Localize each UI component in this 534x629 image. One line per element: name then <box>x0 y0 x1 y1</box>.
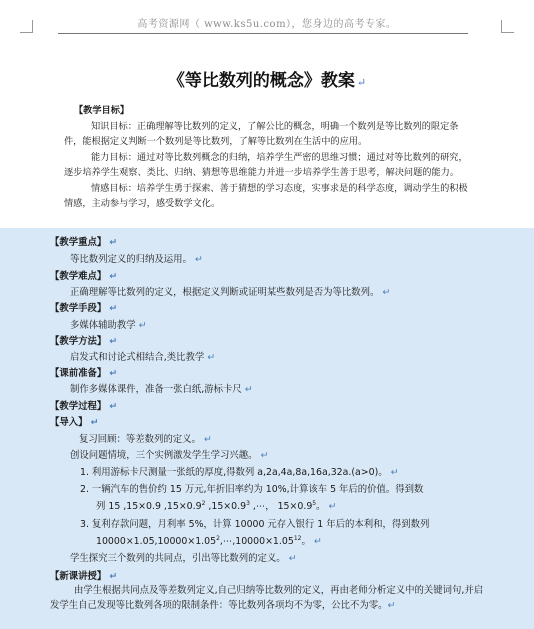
review-text: 复习回顾：等差数列的定义。 ↵ <box>79 434 212 445</box>
ability-goal: 能力目标：通过对等比数列概念的归纳，培养学生严密的思维习惯；通过对等比数列的研究，逐步培养学生观察、类比、归纳、猜想等思维能力并进一步培养学生善于思考，解决问题的能力。 <box>64 151 468 178</box>
intro-heading: 【导入】 ↵ <box>50 417 99 428</box>
document-title <box>0 66 534 91</box>
list-item-2-line-1: 2. 一辆汽车的售价约 15 万元,年折旧率约为 10%,计算该车 5 年后的价值。得到数 <box>80 484 424 495</box>
goals-heading: 【教学目标】 <box>74 105 130 116</box>
teaching-goals-block <box>64 103 472 228</box>
new-lesson-heading: 【新课讲授】 ↵ <box>50 571 118 582</box>
key-point-text: 等比数列定义的归纳及运用。 ↵ <box>70 254 203 265</box>
means-text: 多媒体辅助教学 ↵ <box>70 320 147 331</box>
prep-text: 制作多媒体课件，准备一张白纸,游标卡尺 ↵ <box>70 384 253 395</box>
difficulty-text: 正确理解等比数列的定义，根据定义判断或证明某些数列是否为等比数列。 ↵ <box>70 287 391 298</box>
means-heading: 【教学手段】 ↵ <box>50 303 118 314</box>
highlighted-body <box>0 228 534 629</box>
difficulty-heading: 【教学难点】 ↵ <box>50 271 118 282</box>
process-heading: 【教学过程】 ↵ <box>50 401 118 412</box>
new-lesson-text: 由学生根据共同点及等差数列定义,自己归纳等比数列的定义，再由老师分析定义中的关键词句,并启发学生自己发现等比数列各项的限制条件：等比数列各项均不为零，公比不为零。↵ <box>50 585 484 611</box>
list-item-2-line-2: 列 15 ,15×0.9 $,15\times 0.9^2$ $,15\times 0.9^3$ ,⋯， $15\times 0.9^5$。 ↵ <box>96 499 337 512</box>
list-item-1: 1. 利用游标卡尺测量一张纸的厚度,得数列 a,2a,4a,8a,16a,32a.(a>0)。 ↵ <box>80 467 399 478</box>
paragraph-mark-icon: ↵ <box>356 76 367 89</box>
method-text: 启发式和讨论式相结合,类比教学 ↵ <box>70 352 216 363</box>
emotion-goal: 情感目标：培养学生勇于探索、善于猜想的学习态度，实事求是的科学态度，调动学生的积极情感，主动参与学习，感受数学文化。 <box>64 182 468 209</box>
create-text: 创设问题情境，三个实例激发学生学习兴趣。 ↵ <box>70 450 269 461</box>
list-item-3-line-2: $10000\times 1.05,10000\times 1.05^2,\cdots,10000\times 1.05^{12}$。 ↵ <box>96 534 322 547</box>
method-heading: 【教学方法】 ↵ <box>50 336 118 347</box>
knowledge-goal: 知识目标：正确理解等比数列的定义，了解公比的概念，明确一个数列是等比数列的限定条件，能根据定义判断一个数列是等比数列，了解等比数列在生活中的应用。 <box>64 120 459 147</box>
title-text: 《等比数列的概念》教案 <box>167 71 355 91</box>
header-rule <box>58 33 468 34</box>
list-item-3-line-1: 3. 复利存款问题，月利率 5%，计算 10000 元存入银行 1 年后的本利和，得到数列 <box>80 519 430 530</box>
explore-text: 学生探究三个数列的共同点，引出等比数列的定义。 ↵ <box>70 553 297 564</box>
page-header: 高考资源网（ www.ks5u.com），您身边的高考专家。 <box>137 19 397 30</box>
key-point-heading: 【教学重点】 ↵ <box>50 237 118 248</box>
prep-heading: 【课前准备】 ↵ <box>50 368 118 379</box>
